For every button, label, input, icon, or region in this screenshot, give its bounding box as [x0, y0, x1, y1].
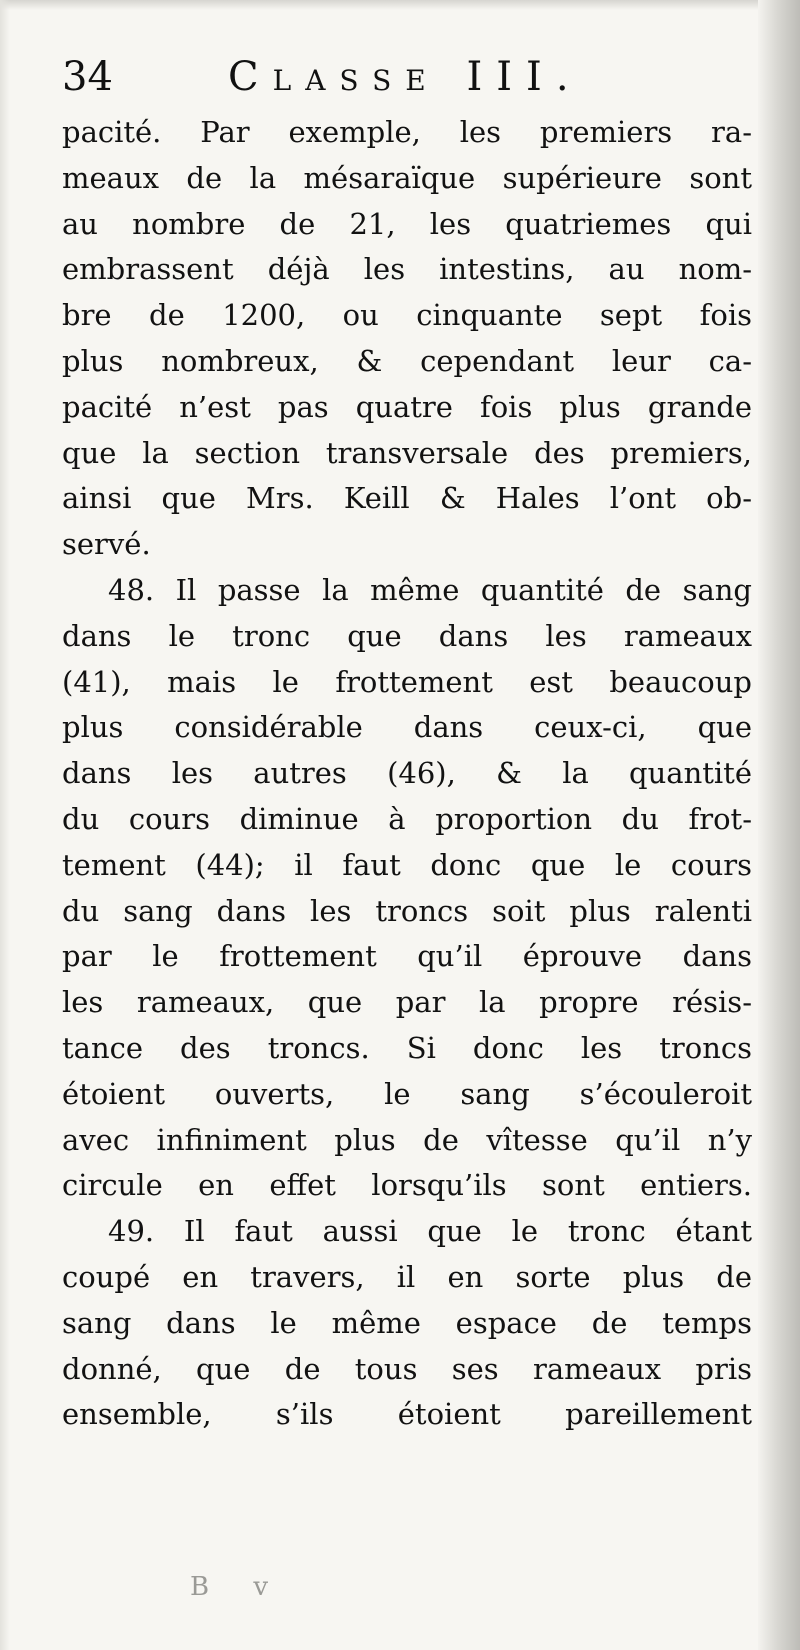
text-line: ainsi que Mrs. Keill & Hales l’ont ob- [62, 481, 752, 516]
page-number: 34 [62, 54, 113, 100]
text-line: 48. Il passe la même quantité de sang [108, 572, 752, 607]
text-line: meaux de la mésaraïque supérieure sont [62, 160, 752, 195]
text-line: étoient ouverts, le sang s’écouleroit [62, 1076, 752, 1111]
text-line: 49. Il faut aussi que le tronc étant [108, 1214, 752, 1249]
text-line: (41), mais le frottement est beaucoup [62, 664, 752, 699]
text-line: ensemble, s’ils étoient pareillement [62, 1397, 752, 1432]
text-line: tance des troncs. Si donc les troncs [62, 1030, 752, 1065]
running-head [62, 46, 742, 106]
page-shadow-top [0, 0, 800, 10]
text-line: circule en effet lorsqu’ils sont entiers. [62, 1168, 752, 1203]
text-line: embrassent déjà les intestins, au nom- [62, 252, 752, 287]
text-line: les rameaux, que par la propre résis- [62, 985, 752, 1020]
text-line: avec infiniment plus de vîtesse qu’il n’y [62, 1122, 752, 1157]
text-line: par le frottement qu’il éprouve dans [62, 939, 752, 974]
text-line: bre de 1200, ou cinquante sept fois [62, 298, 752, 333]
text-line: dans les autres (46), & la quantité [62, 756, 752, 791]
text-line: servé. [62, 527, 151, 562]
text-line: tement (44); il faut donc que le cours [62, 847, 752, 882]
text-line: plus considérable dans ceux-ci, que [62, 710, 752, 745]
text-line: plus nombreux, & cependant leur ca- [62, 343, 752, 378]
page-gutter-shadow [758, 0, 800, 1650]
signature-mark: B v [190, 1572, 287, 1602]
text-line: au nombre de 21, les quatriemes qui [62, 206, 752, 241]
text-line: du cours diminue à proportion du frot- [62, 801, 752, 836]
text-line: que la section transversale des premiers, [62, 435, 752, 470]
text-line: dans le tronc que dans les rameaux [62, 618, 752, 653]
text-line: donné, que de tous ses rameaux pris [62, 1351, 752, 1386]
body-text [62, 110, 752, 1438]
text-line: coupé en travers, il en sorte plus de [62, 1259, 752, 1294]
page-shadow-left [0, 0, 10, 1650]
text-line: du sang dans les troncs soit plus ralenti [62, 893, 752, 928]
text-line: pacité n’est pas quatre fois plus grande [62, 389, 752, 424]
text-line: sang dans le même espace de temps [62, 1305, 752, 1340]
running-head-title: Classe III. [228, 54, 583, 100]
text-line: pacité. Par exemple, les premiers ra- [62, 115, 752, 149]
